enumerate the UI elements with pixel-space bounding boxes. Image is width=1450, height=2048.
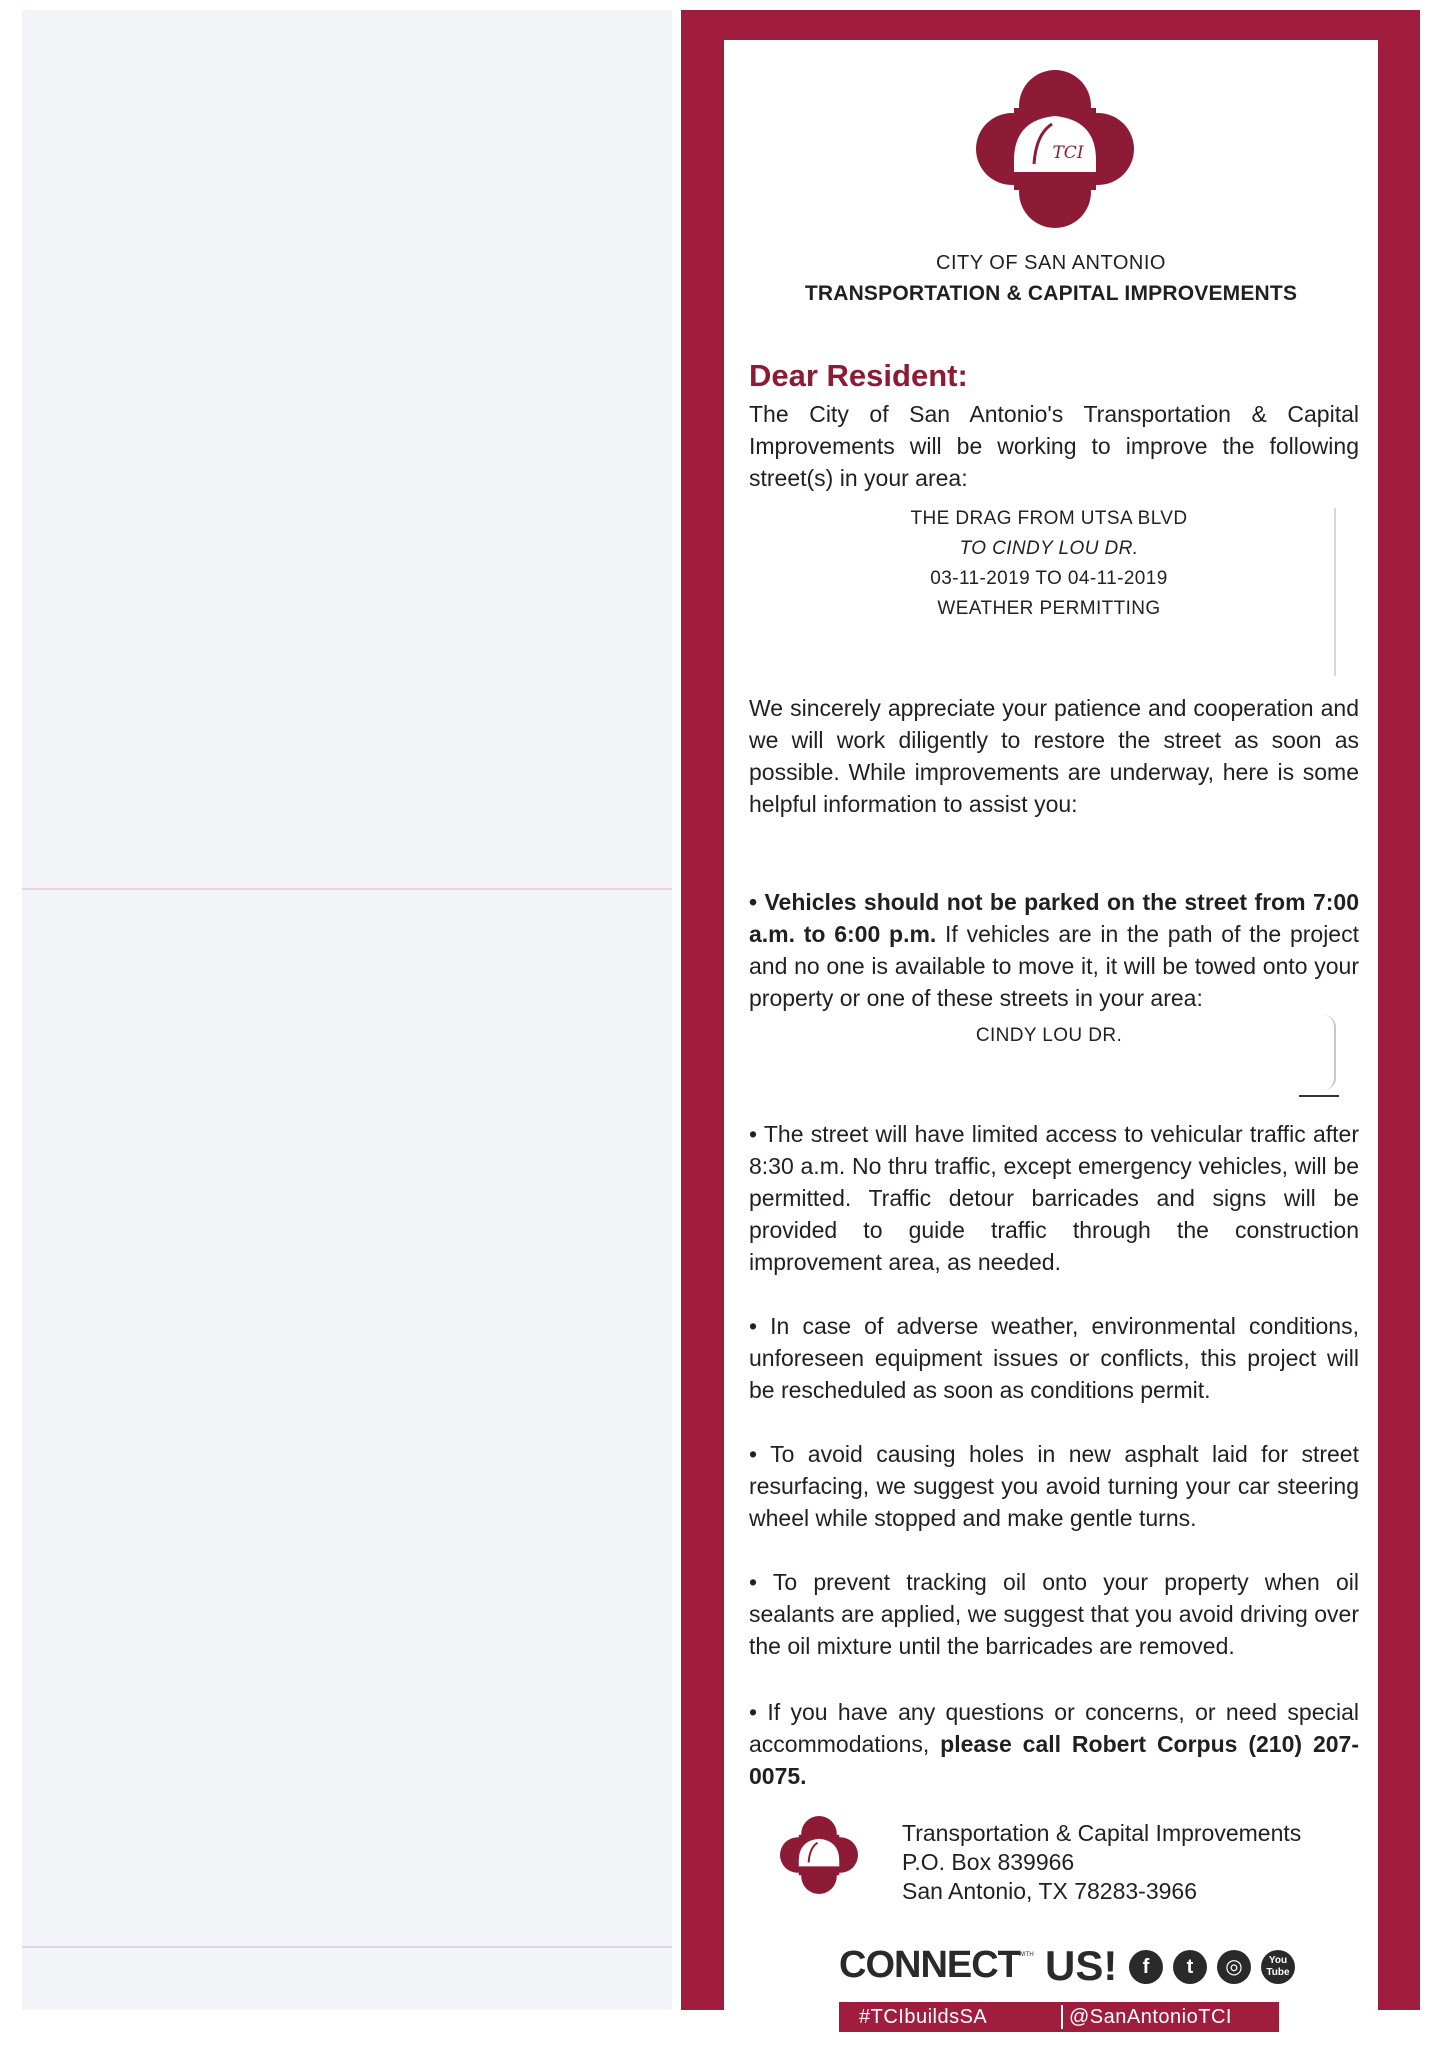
oil-bullet: • To prevent tracking oil onto your property when oil sealants are applied, we suggest that you avoid driving over the oil mixture until the barricades are removed. (749, 1569, 1359, 1659)
questions-bullet (749, 1696, 1359, 1792)
address-po-box: P.O. Box 839966 (902, 1849, 1075, 1875)
hard-hat-small-icon (779, 1815, 859, 1895)
hashtag: #TCIbuildsSA (859, 2006, 988, 2028)
greeting: Dear Resident: (749, 358, 968, 393)
flyer-card (724, 40, 1378, 2028)
hashtag-separator (1061, 2005, 1063, 2029)
parking-bullet-emphasis: • Vehicles should not be parked on the street from 7:00 a.m. to 6:00 p.m. (749, 889, 1359, 947)
connect-with: WITH (1018, 1952, 1034, 1958)
contact-phone: please call Robert Corpus (210) 207-0075. (749, 1731, 1359, 1789)
connect-with-us (839, 1944, 1309, 1998)
asphalt-bullet: • To avoid causing holes in new asphalt laid for street resurfacing, we suggest you avoid turning your car steering wheel while stopped and make gentle turns. (749, 1441, 1359, 1531)
blank-left-page (22, 10, 672, 2010)
access-bullet: • The street will have limited access to vehicular traffic after 8:30 a.m. No thru traffic, except emergency vehicles, will be permitted. Traffic detour barricades and signs will be provided to guide traffic through the construction improvement area, as needed. (749, 1121, 1359, 1275)
twitter-icon: t (1173, 1950, 1207, 1984)
city-name: CITY OF SAN ANTONIO (936, 252, 1166, 274)
project-note: WEATHER PERMITTING (937, 598, 1161, 619)
parking-bullet-text: If vehicles are in the path of the project and no one is available to move it, it will be towed onto your property or one of these streets in your area: (749, 921, 1359, 1011)
connect-us: US! (1045, 1942, 1118, 1989)
appreciation-paragraph: We sincerely appreciate your patience and cooperation and we will work diligently to restore the street as soon as possible. While improvements are underway, here is some helpful information to assist you: (749, 695, 1359, 817)
fold-line (22, 888, 672, 890)
facebook-icon: f (1129, 1950, 1163, 1984)
fold-line (22, 1946, 672, 1948)
project-dates: 03-11-2019 TO 04-11-2019 (930, 568, 1168, 589)
project-street-end: TO CINDY LOU DR. (959, 538, 1139, 559)
instagram-icon: ◎ (1217, 1950, 1251, 1984)
tow-street: CINDY LOU DR. (975, 1025, 1123, 1046)
address-department: Transportation & Capital Improvements (902, 1820, 1302, 1846)
connect-word: CONNECT (839, 1944, 1020, 1986)
hashtag-bar (839, 2002, 1279, 2032)
intro-paragraph: The City of San Antonio's Transportation & Capital Improvements will be working to improve the following street(s) in your area: (749, 401, 1359, 491)
department-name: TRANSPORTATION & CAPITAL IMPROVEMENTS (804, 282, 1298, 305)
project-details-box (764, 508, 1336, 676)
youtube-icon: You Tube (1261, 1950, 1295, 1984)
tow-rule (1299, 1095, 1339, 1097)
project-street: THE DRAG FROM UTSA BLVD (910, 508, 1188, 529)
questions-bullet-text: • If you have any questions or concerns, or need special accommodations, (749, 1699, 1359, 1757)
weather-bullet: • In case of adverse weather, environmental conditions, unforeseen equipment issues or conflicts, this project will be rescheduled as soon as conditions permit. (749, 1313, 1359, 1403)
social-handle: @SanAntonioTCI (1069, 2006, 1232, 2028)
address-city: San Antonio, TX 78283-3966 (902, 1878, 1197, 1904)
svg-text:TCI: TCI (1052, 143, 1084, 163)
parking-bullet (749, 886, 1359, 1014)
hard-hat-logo-icon (974, 68, 1136, 230)
